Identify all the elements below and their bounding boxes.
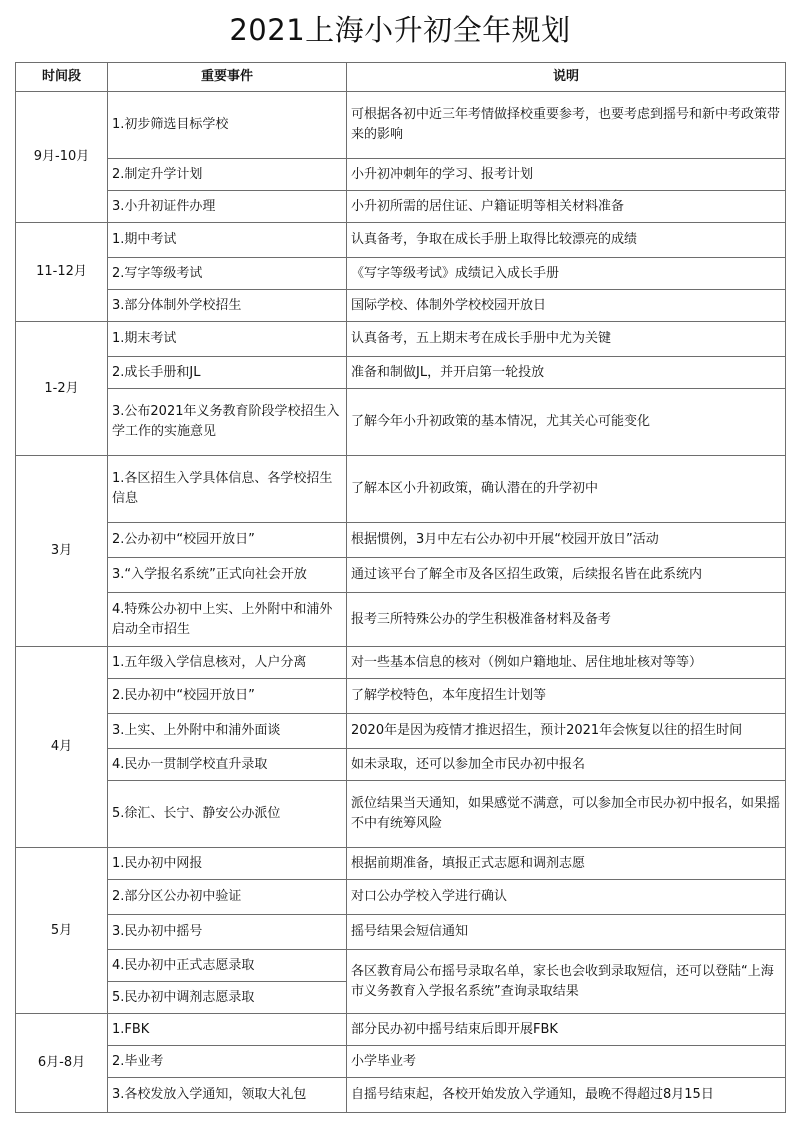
description-cell: 小升初冲刺年的学习、报考计划 bbox=[347, 159, 786, 191]
table-row bbox=[16, 558, 786, 593]
event-cell: 4.民办初中正式志愿录取 bbox=[108, 950, 347, 982]
table-row bbox=[16, 258, 786, 290]
event-cell: 1.初步筛选目标学校 bbox=[108, 92, 347, 159]
column-header-event: 重要事件 bbox=[108, 63, 347, 92]
event-cell: 1.期中考试 bbox=[108, 223, 347, 258]
event-cell: 3.上实、上外附中和浦外面谈 bbox=[108, 714, 347, 749]
table-row bbox=[16, 290, 786, 322]
event-cell: 3.“入学报名系统”正式向社会开放 bbox=[108, 558, 347, 593]
description-cell: 准备和制做JL，并开启第一轮投放 bbox=[347, 357, 786, 389]
description-cell: 根据惯例，3月中左右公办初中开展“校园开放日”活动 bbox=[347, 523, 786, 558]
description-cell: 部分民办初中摇号结束后即开展FBK bbox=[347, 1014, 786, 1046]
table-row bbox=[16, 389, 786, 456]
event-cell: 1.五年级入学信息核对，人户分离 bbox=[108, 647, 347, 679]
page-title: 2021上海小升初全年规划 bbox=[229, 13, 571, 47]
event-cell: 5.民办初中调剂志愿录取 bbox=[108, 982, 347, 1014]
event-cell: 2.部分区公办初中验证 bbox=[108, 880, 347, 915]
period-cell: 4月 bbox=[16, 647, 108, 848]
event-cell: 2.制定升学计划 bbox=[108, 159, 347, 191]
description-cell: 报考三所特殊公办的学生积极准备材料及备考 bbox=[347, 593, 786, 647]
table-row bbox=[16, 593, 786, 647]
event-cell: 3.部分体制外学校招生 bbox=[108, 290, 347, 322]
table-row bbox=[16, 523, 786, 558]
description-cell: 国际学校、体制外学校校园开放日 bbox=[347, 290, 786, 322]
description-cell: 了解本区小升初政策，确认潜在的升学初中 bbox=[347, 456, 786, 523]
description-cell: 了解今年小升初政策的基本情况，尤其关心可能变化 bbox=[347, 389, 786, 456]
description-cell: 对一些基本信息的核对（例如户籍地址、居住地址核对等等） bbox=[347, 647, 786, 679]
description-cell: 认真备考，五上期末考在成长手册中尤为关键 bbox=[347, 322, 786, 357]
table-row bbox=[16, 1078, 786, 1113]
table-row bbox=[16, 679, 786, 714]
table-row bbox=[16, 781, 786, 848]
table-row bbox=[16, 322, 786, 357]
description-cell: 根据前期准备，填报正式志愿和调剂志愿 bbox=[347, 848, 786, 880]
description-cell: 各区教育局公布摇号录取名单，家长也会收到录取短信，还可以登陆“上海市义务教育入学报名系统”查询录取结果 bbox=[347, 950, 786, 1014]
table-row bbox=[16, 223, 786, 258]
description-cell: 摇号结果会短信通知 bbox=[347, 915, 786, 950]
table-row bbox=[16, 191, 786, 223]
description-cell: 小升初所需的居住证、户籍证明等相关材料准备 bbox=[347, 191, 786, 223]
period-cell: 1-2月 bbox=[16, 322, 108, 456]
description-cell: 可根据各初中近三年考情做择校重要参考，也要考虑到摇号和新中考政策带来的影响 bbox=[347, 92, 786, 159]
column-header-description: 说明 bbox=[347, 63, 786, 92]
event-cell: 1.FBK bbox=[108, 1014, 347, 1046]
table-row bbox=[16, 159, 786, 191]
period-cell: 11-12月 bbox=[16, 223, 108, 322]
table-row bbox=[16, 749, 786, 781]
description-cell: 了解学校特色，本年度招生计划等 bbox=[347, 679, 786, 714]
event-cell: 3.各校发放入学通知，领取大礼包 bbox=[108, 1078, 347, 1113]
period-cell: 9月-10月 bbox=[16, 92, 108, 223]
event-cell: 4.民办一贯制学校直升录取 bbox=[108, 749, 347, 781]
period-cell: 3月 bbox=[16, 456, 108, 647]
description-cell: 认真备考，争取在成长手册上取得比较漂亮的成绩 bbox=[347, 223, 786, 258]
table-row bbox=[16, 456, 786, 523]
description-cell: 通过该平台了解全市及各区招生政策，后续报名皆在此系统内 bbox=[347, 558, 786, 593]
event-cell: 2.成长手册和JL bbox=[108, 357, 347, 389]
description-cell: 《写字等级考试》成绩记入成长手册 bbox=[347, 258, 786, 290]
event-cell: 4.特殊公办初中上实、上外附中和浦外启动全市招生 bbox=[108, 593, 347, 647]
description-cell: 小学毕业考 bbox=[347, 1046, 786, 1078]
description-cell: 派位结果当天通知，如果感觉不满意，可以参加全市民办初中报名，如果摇不中有统筹风险 bbox=[347, 781, 786, 848]
column-header-period: 时间段 bbox=[16, 63, 108, 92]
event-cell: 2.民办初中“校园开放日” bbox=[108, 679, 347, 714]
period-cell: 5月 bbox=[16, 848, 108, 1014]
table-row bbox=[16, 915, 786, 950]
table-row bbox=[16, 848, 786, 880]
table-row bbox=[16, 714, 786, 749]
table-row bbox=[16, 647, 786, 679]
event-cell: 1.期末考试 bbox=[108, 322, 347, 357]
period-cell: 6月-8月 bbox=[16, 1014, 108, 1113]
table-row bbox=[16, 880, 786, 915]
event-cell: 1.各区招生入学具体信息、各学校招生信息 bbox=[108, 456, 347, 523]
description-cell: 2020年是因为疫情才推迟招生，预计2021年会恢复以往的招生时间 bbox=[347, 714, 786, 749]
table-row bbox=[16, 357, 786, 389]
description-cell: 对口公办学校入学进行确认 bbox=[347, 880, 786, 915]
event-cell: 2.公办初中“校园开放日” bbox=[108, 523, 347, 558]
event-cell: 3.民办初中摇号 bbox=[108, 915, 347, 950]
table-row bbox=[16, 1014, 786, 1046]
event-cell: 5.徐汇、长宁、静安公办派位 bbox=[108, 781, 347, 848]
description-cell: 如未录取，还可以参加全市民办初中报名 bbox=[347, 749, 786, 781]
table-row bbox=[16, 92, 786, 159]
table-row bbox=[16, 950, 786, 982]
event-cell: 2.毕业考 bbox=[108, 1046, 347, 1078]
event-cell: 3.小升初证件办理 bbox=[108, 191, 347, 223]
table-header-row bbox=[16, 63, 786, 92]
event-cell: 1.民办初中网报 bbox=[108, 848, 347, 880]
plan-table bbox=[15, 62, 786, 1113]
table-row bbox=[16, 1046, 786, 1078]
event-cell: 2.写字等级考试 bbox=[108, 258, 347, 290]
event-cell: 3.公布2021年义务教育阶段学校招生入学工作的实施意见 bbox=[108, 389, 347, 456]
description-cell: 自摇号结束起，各校开始发放入学通知，最晚不得超过8月15日 bbox=[347, 1078, 786, 1113]
